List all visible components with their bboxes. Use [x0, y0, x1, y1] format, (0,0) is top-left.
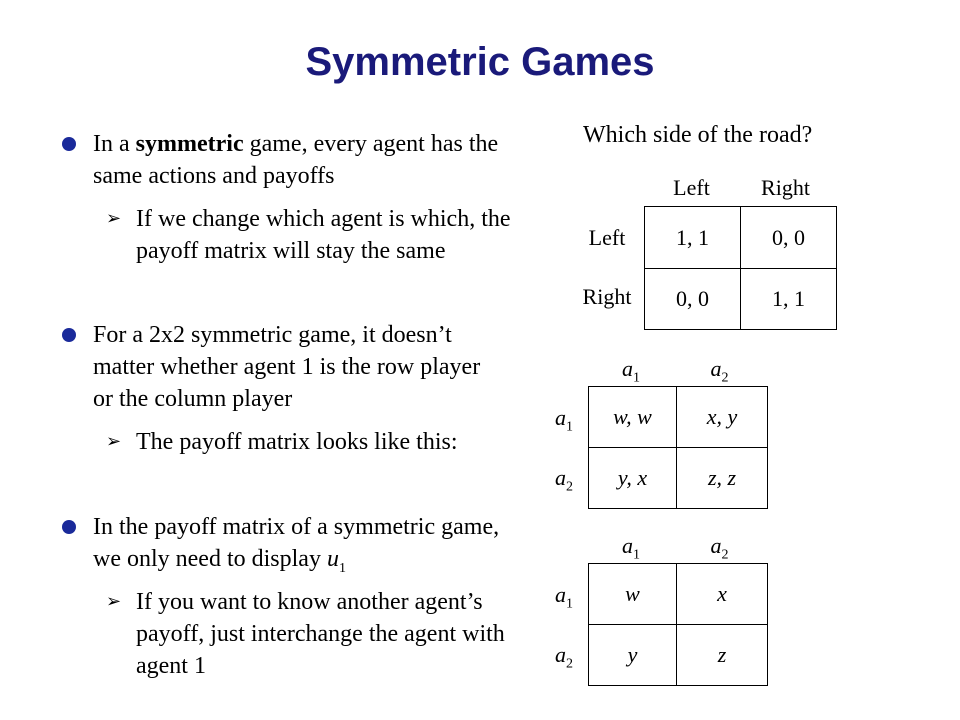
action-index: 1	[566, 596, 573, 612]
bullet-text-part: In a	[93, 131, 136, 157]
sym-row-label	[544, 465, 584, 495]
road-col-label: Left	[673, 175, 710, 200]
bullet-dot-icon	[62, 137, 76, 151]
bullet-text	[93, 511, 502, 585]
payoff-cell: x, y	[677, 387, 768, 448]
action-index: 2	[566, 479, 573, 495]
action-index: 1	[633, 547, 640, 563]
action-index: 1	[633, 370, 640, 386]
action-symbol: a	[555, 405, 566, 430]
bullet-text-part: game, every agent has the same actions and payoffs	[93, 131, 499, 189]
slide-title: Symmetric Games	[305, 40, 655, 84]
payoff-cell: z	[677, 625, 768, 686]
sym-col-label	[588, 356, 674, 386]
action-symbol: a	[622, 356, 633, 381]
payoff-cell: x	[677, 564, 768, 625]
bullet-display-u1	[62, 511, 502, 585]
symmetric-payoff-matrix	[588, 386, 768, 509]
bullet-dot-icon	[62, 328, 76, 342]
payoff-cell: 0, 0	[741, 207, 837, 269]
subbullet-payoff-looks	[106, 426, 536, 458]
action-index: 2	[721, 370, 729, 386]
payoff-cell: 0, 0	[645, 269, 741, 330]
bullet-bold-term: symmetric	[135, 131, 244, 157]
payoff-cell: y, x	[589, 448, 677, 509]
action-index: 1	[566, 419, 573, 435]
arrow-bullet-icon: ➢	[106, 208, 122, 229]
sym-col-label	[675, 356, 764, 386]
action-index: 2	[566, 656, 573, 672]
road-heading: Which side of the road?	[583, 122, 813, 148]
action-index: 2	[721, 547, 729, 563]
payoff-cell: 1, 1	[645, 207, 741, 269]
payoff-cell: w, w	[589, 387, 677, 448]
action-symbol: a	[710, 356, 722, 381]
arrow-bullet-icon: ➢	[106, 431, 122, 452]
action-symbol: a	[555, 465, 566, 490]
road-row-label: Right	[582, 284, 632, 309]
action-symbol: a	[710, 533, 722, 558]
u1-col-label	[675, 533, 764, 563]
bullet-text: For a 2x2 symmetric game, it doesn’t matter whether agent 1 is the row player or the column player	[93, 322, 481, 412]
utility-symbol: u	[326, 546, 339, 572]
u1-row-label	[544, 642, 584, 672]
u1-payoff-matrix	[588, 563, 768, 686]
payoff-cell: z, z	[677, 448, 768, 509]
road-row-label: Left	[588, 225, 626, 250]
subbullet-text: If you want to know another agent’s payoff, just interchange the agent with agent 1	[136, 589, 505, 679]
utility-subscript: 1	[338, 560, 346, 576]
bullet-text-part: In the payoff matrix of a symmetric game, we only need to display	[93, 514, 500, 572]
subbullet-text: The payoff matrix looks like this:	[136, 429, 458, 455]
road-payoff-matrix	[644, 206, 837, 330]
bullet-text	[93, 128, 532, 192]
u1-col-label	[588, 533, 674, 563]
subbullet-interchange	[106, 586, 506, 682]
payoff-cell: y	[589, 625, 677, 686]
u1-row-label	[544, 582, 584, 612]
arrow-bullet-icon: ➢	[106, 591, 122, 612]
bullet-dot-icon	[62, 520, 76, 534]
action-symbol: a	[555, 582, 566, 607]
subbullet-text: If we change which agent is which, the payoff matrix will stay the same	[136, 206, 511, 264]
action-symbol: a	[555, 642, 566, 667]
payoff-cell: 1, 1	[741, 269, 837, 330]
bullet-symmetric-definition	[62, 128, 532, 192]
payoff-cell: w	[589, 564, 677, 625]
road-col-label: Right	[761, 175, 810, 200]
action-symbol: a	[622, 533, 633, 558]
subbullet-change-agents	[106, 203, 536, 267]
bullet-2x2-game	[62, 319, 502, 415]
sym-row-label	[544, 405, 584, 435]
